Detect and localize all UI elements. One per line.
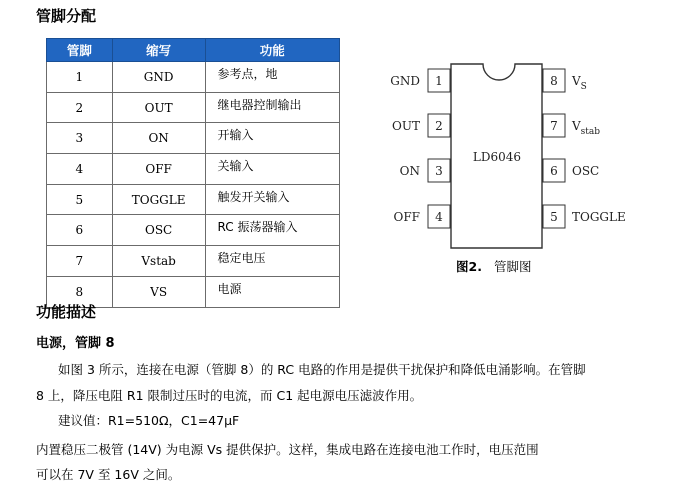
pin-number-cell: 1 bbox=[47, 62, 113, 93]
pin-name-label: OFF bbox=[393, 210, 420, 224]
section-title-function: 功能描述 bbox=[36, 303, 97, 321]
pin-number-label: 4 bbox=[435, 210, 443, 224]
header-function: 功能 bbox=[205, 39, 339, 62]
header-abbr: 缩写 bbox=[112, 39, 205, 62]
table-row bbox=[47, 92, 340, 123]
chip-name: LD6046 bbox=[472, 150, 522, 164]
pin-name-label bbox=[571, 119, 600, 137]
pin-name-subscript: stab bbox=[580, 127, 601, 137]
paragraph-line-4: 内置稳压二极管 (14V) 为电源 Vs 提供保护。这样，集成电路在连接电池工作时，电压范围 bbox=[36, 442, 539, 457]
section-title-pin-assignment: 管脚分配 bbox=[36, 7, 97, 25]
pin-number-label: 1 bbox=[435, 74, 443, 88]
pin-number-cell: 2 bbox=[47, 92, 113, 123]
pin-function-cell: 稳定电压 bbox=[205, 246, 339, 277]
pin-number-label: 2 bbox=[435, 119, 443, 133]
pin-function-cell: 关输入 bbox=[205, 154, 339, 185]
pin-table-header bbox=[47, 39, 340, 62]
table-row bbox=[47, 215, 340, 246]
header-pin: 管脚 bbox=[47, 39, 113, 62]
pin-name-subscript: S bbox=[580, 82, 587, 92]
pin-function-cell: 触发开关输入 bbox=[205, 184, 339, 215]
pin-number-label: 8 bbox=[550, 74, 558, 88]
pin-name-label: OUT bbox=[392, 119, 420, 133]
pin-number-label: 5 bbox=[550, 210, 558, 224]
paragraph-line-3: 建议值：R1=510Ω，C1=47μF bbox=[58, 413, 240, 428]
table-row bbox=[47, 184, 340, 215]
pin-name-label bbox=[572, 210, 626, 224]
caption-number: 图2. bbox=[456, 259, 482, 274]
pin-number-label: 6 bbox=[550, 164, 558, 178]
pin-number-cell: 3 bbox=[47, 123, 113, 154]
pin-number-cell: 8 bbox=[47, 276, 113, 307]
pin-number-cell: 4 bbox=[47, 154, 113, 185]
pin-abbr-cell: ON bbox=[112, 123, 205, 154]
caption-text: 管脚图 bbox=[493, 259, 532, 274]
pin-name-main: OSC bbox=[572, 164, 600, 178]
pin-table bbox=[46, 38, 340, 308]
pin-function-cell: 继电器控制输出 bbox=[205, 92, 339, 123]
table-row bbox=[47, 246, 340, 277]
pin-function-cell: 电源 bbox=[205, 276, 339, 307]
pin-name-label: ON bbox=[399, 164, 420, 178]
pin-number-label: 7 bbox=[550, 119, 558, 133]
pin-abbr-cell: Vstab bbox=[112, 246, 205, 277]
pin-number-cell: 5 bbox=[47, 184, 113, 215]
table-row bbox=[47, 154, 340, 185]
pin-name-main: V bbox=[572, 119, 581, 133]
pin-abbr-cell: OUT bbox=[112, 92, 205, 123]
pin-name-label bbox=[571, 74, 587, 92]
subsection-title-power: 电源，管脚 8 bbox=[36, 336, 115, 351]
pin-name-label: GND bbox=[390, 74, 420, 88]
pin-abbr-cell: TOGGLE bbox=[112, 184, 205, 215]
pin-function-cell: 参考点，地 bbox=[205, 62, 339, 93]
pin-name-main: TOGGLE bbox=[572, 210, 626, 224]
paragraph-line-5: 可以在 7V 至 16V 之间。 bbox=[36, 467, 181, 482]
pin-abbr-cell: OSC bbox=[112, 215, 205, 246]
pin-abbr-cell: GND bbox=[112, 62, 205, 93]
pin-name-main: V bbox=[572, 74, 581, 88]
pin-function-cell: 开输入 bbox=[205, 123, 339, 154]
paragraph-line-2: 8 上，降压电阻 R1 限制过压时的电流，而 C1 起电源电压滤波作用。 bbox=[36, 388, 423, 403]
pin-abbr-cell: OFF bbox=[112, 154, 205, 185]
pin-number-label: 3 bbox=[435, 164, 443, 178]
pin-abbr-cell: VS bbox=[112, 276, 205, 307]
pinout-diagram bbox=[380, 60, 650, 260]
pin-name-label bbox=[572, 164, 599, 178]
paragraph-line-1: 如图 3 所示，连接在电源（管脚 8）的 RC 电路的作用是提供干扰保护和降低电涌影响。在管脚 bbox=[58, 362, 586, 377]
table-row bbox=[47, 62, 340, 93]
pin-number-cell: 7 bbox=[47, 246, 113, 277]
pin-number-cell: 6 bbox=[47, 215, 113, 246]
pin-function-cell: RC 振荡器输入 bbox=[205, 215, 339, 246]
table-row bbox=[47, 123, 340, 154]
diagram-caption bbox=[456, 257, 531, 275]
